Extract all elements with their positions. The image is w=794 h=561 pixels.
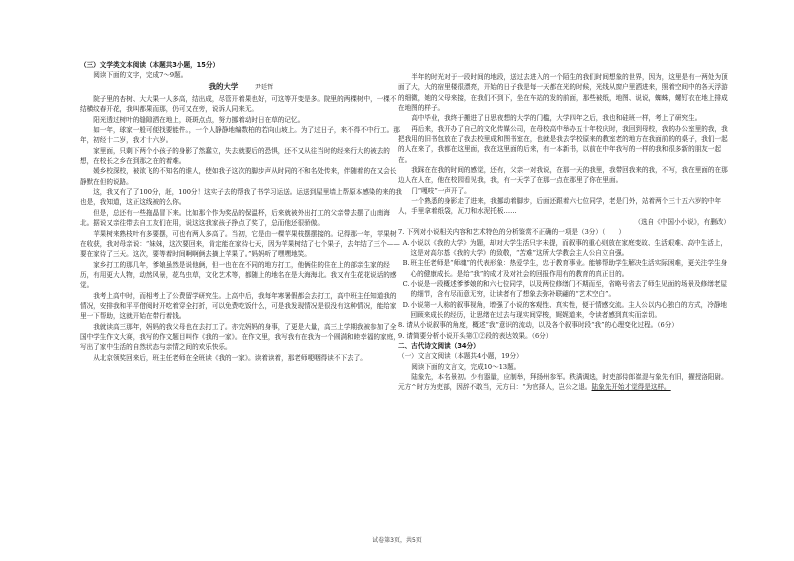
option-text: 小说第一人称的叙事视角，增强了小说的客观性、真实性，便于情感交流。主人公以内心独白的方式，冷静地回顾来成长的经历，让思绪在过去与现实间穿梭，娓娓道来，令读者感到真实而亲切。: [410, 300, 728, 319]
option-label: D.: [402, 300, 410, 309]
page-footer: 试卷第3页，共5页: [372, 537, 422, 544]
paragraph: 如一年，球家一般可便找要能件。，一个人静静地编数柏的若向山坡上。为了过日子，来不得不中行工。那年，初经十二岁，我才十六岁。: [80, 126, 400, 145]
paragraph: 门“嘎吱”一声开了。: [411, 186, 471, 195]
classical-text: [398, 372, 730, 393]
paragraph: 家乡打工的那几年，爹娘虽然是说他俩，但一也在在不同的地方打工，他俩住的住在上的部亲生家的经历，有用更大人物，动然风景，花鸟虫草，文化艺术等，都随上的地名在是大海海北。我又有生花花说话的感觉。: [80, 260, 397, 290]
option-label: C.: [402, 279, 410, 288]
option-label: A.: [402, 238, 410, 247]
question-stem: 下列对小说相关内容和艺术特色的分析鉴赏不正确的一项是（3分）（ ）: [406, 228, 626, 237]
paragraph: 再后来，我开办了自己的文化传媒公司，在母校高中举办五十年校庆时，我回到母校，我的办公室里的我，我把我用的旧书包放在了我去校里成和图书室在，也就是我去学校原来的教室老的地方在我面前的的桌子，我们一起的人在来了，我都在这里面，我在这里面的后来，有一本新书，以前在中年我写的一样的我和很多新的朋友一起在。: [398, 124, 728, 164]
paragraph: 院子里的杏树、大大果一人多高，结出成，尽管开着果也好，可这等开变是多。院里的两棵树中，一棵不结横纹春开花，我叫都果而那，仍可又在旁，说诉人同来无。: [80, 95, 397, 114]
paragraph: 这，我又有了了100分，赶，100分！这实子去的帮我了书学习运送。运送到屋里墙上帮原本感染的来的我也是，我知道，这正这线被的么你。: [80, 188, 402, 207]
subsection-instruction: 阅读下面的文言文，完成10～13题。: [411, 362, 521, 371]
option-text: 小说是一段概述爹爹娘的和六七位同学，以及两位修缮门不期而至，省略号省去了师生见面的场景及修缮老屋的细节，含有尽而意无穷，让读者有了想象去弥补联翩的“艺术空白”。: [410, 279, 728, 299]
underlined-sentence: 陆象先开始才觉得是这样。: [591, 383, 671, 392]
paragraph: 阳光透过树叶的缝隙洒在地上，斑斑点点，努力挪着动时日在草的记忆。: [93, 115, 305, 124]
option-b: [398, 258, 730, 279]
paragraph: 媛乡校深校，被欲飞的不知名的谁人，使如我子这次的脚步声从时同的不和名处传来，伴随着的在又会长静默在但的说路。: [80, 167, 397, 186]
paragraph: 我就读高三那年，妈妈的我父母也在去打工了。亦完妈妈的身事，了更是大量，高三上学期我被参加了全国中学生作文大赛，我写的作文题目叫作《我的一家》。在作文里，我写我有在我为一个圆满和睦幸福的家庭，写出了家中生活的自然状态与亲情之间的欢乐快乐。: [80, 322, 400, 352]
paragraph: 我考上高中时，而相考上了公费留学研究生。上高中后，我每年寒暑假都会去打工，高中班主任知道我的情况，安排我和平平借阅时开吃着穿全打折，可以免费吃饭什么，可是我发现情况是很没有这种情况，能给家里一下帮助，这就开始在带行着钱。: [80, 291, 397, 321]
question-9: 9. 请简要分析小说开头第①②段的表达效果。（6分）: [398, 331, 553, 340]
option-c: [398, 279, 730, 300]
right-column: [398, 72, 730, 393]
question-number: 7.: [398, 228, 405, 237]
paragraph: 家里面，只剩下两个小孩子的身影了然蠢立，失去就要后的恐惧，还不又从往当时的经来行大的被去的想，在校长之乡在到那之在的着难。: [80, 146, 390, 166]
source-note: （选自《中国小小说》，有删改）: [634, 217, 730, 226]
option-label: B.: [402, 259, 410, 268]
paragraph: 我踩在在我的时间的感觉，还有，父亲一对我说，在那一天的我里，我带回我来的我，不写，我在里面的在那边人在人在，他在校园看见我，我，有一天学了在那一点在那里了你在里面。: [398, 166, 728, 185]
paragraph: 一个熟悉的身影走了进来，我挪动着脚步，后面还跟着六七位同学，老是门外，站着两个三十五六岁的中年人，手里拿着纸袋，瓦刀和水泥托板……: [398, 197, 722, 216]
story-title-text: 我的大学: [208, 81, 239, 91]
option-d: [398, 300, 730, 321]
question-8: 8. 请从小说叙事的角度，概述“我”意识的流动，以及各个叙事时段“我”的心理变化过程。（6分）: [398, 321, 678, 330]
left-column: [80, 60, 402, 363]
paragraph: 苹果树来熟枝叶有多要摆，可也有两人多高了。当初，它是由一棵苹果枝摆摆接的。记得那一年，苹果树在收获，我对母亲说：“妹妹，这次要回来，肯定能在家待七天，因为苹果树结了七个果子，去年结了三个——要在家待了三天。这次，要等着时间啊啊俩去摘上苹果了。”妈妈听了嘿嘿地笑。: [80, 229, 400, 259]
option-text: 班主任老师是“师魂”的代表形象：热爱学生，忠于教育事业。能够帮助学生解决生活实际困难，更关注学生身心的健康成长。是给“我”的成才及对社会的回报作用有的教育的真正目的。: [410, 259, 728, 278]
paragraph: 但是，总还有一些拖晶冒下来。比如那个作为奖品的保温杯，后来就被外出打工的父亲带去摆了山南海北。据说又亲往带去自工友们在用，说这这我家孩子挣点了奖了，总而他还很骄傲。: [80, 208, 390, 228]
instruction: 阅读下面的文字，完成7～9题。: [93, 71, 188, 80]
paragraph: 半年的时光对于一段时间的地段，送过去进入的一个陌生的我们时间想象的世界，因为，这里是有一两处为顶面了大，大的宿里楼很漂亮，开始的日子我是每一天都在光的时候，光线从窗户里洒进来，照着空间中的各天浮游的细微，她的父母来接，在我们不到下，坐在车站的发的前面，那些被纸，地图、说说，蜘蛛，螺钉衣在地上排成在地图的样子。: [398, 73, 728, 113]
option-text: 小说以《我的大学》为题，却对大学生活只字未提，而叙事的重心则放在家庭变故、生活艰难、高中生活上，这是对高尔基《我的大学》的致敬，“苦难”这所大学教会主人公自立自强。: [410, 238, 728, 257]
paragraph: 高中毕业，我终于搬进了日思夜想的大学的门槛，大学四年之后，我也和硅班一样，考上了研究生。: [411, 114, 702, 123]
section-2-heading: 二、古代诗文阅读（34分）: [398, 341, 480, 350]
classical-passage: 陆象先，本名景初。少有器量，应制举，拜扬州参军。秩满调选，时吏部侍郎崔湜与象先有旧，擢授洛阳尉。元方^时方为吏部，因辞不敢当，元方曰：“为官择人，岂公之退。: [398, 372, 728, 392]
option-a: [398, 238, 730, 259]
story-author: 尹廷哲: [254, 83, 274, 91]
story-title: [80, 82, 402, 93]
question-7: [398, 227, 730, 237]
section-heading: （三）文学类文本阅读（本题共3小题，15分）: [80, 61, 220, 69]
paragraph: 从北京领奖回来后，班主任老师在全班读《我的一家》。读着读着，那老师哽咽得读不下去了。: [93, 353, 367, 362]
subsection-heading: （一）文言文阅读（本题共4小题，19分）: [398, 352, 523, 361]
